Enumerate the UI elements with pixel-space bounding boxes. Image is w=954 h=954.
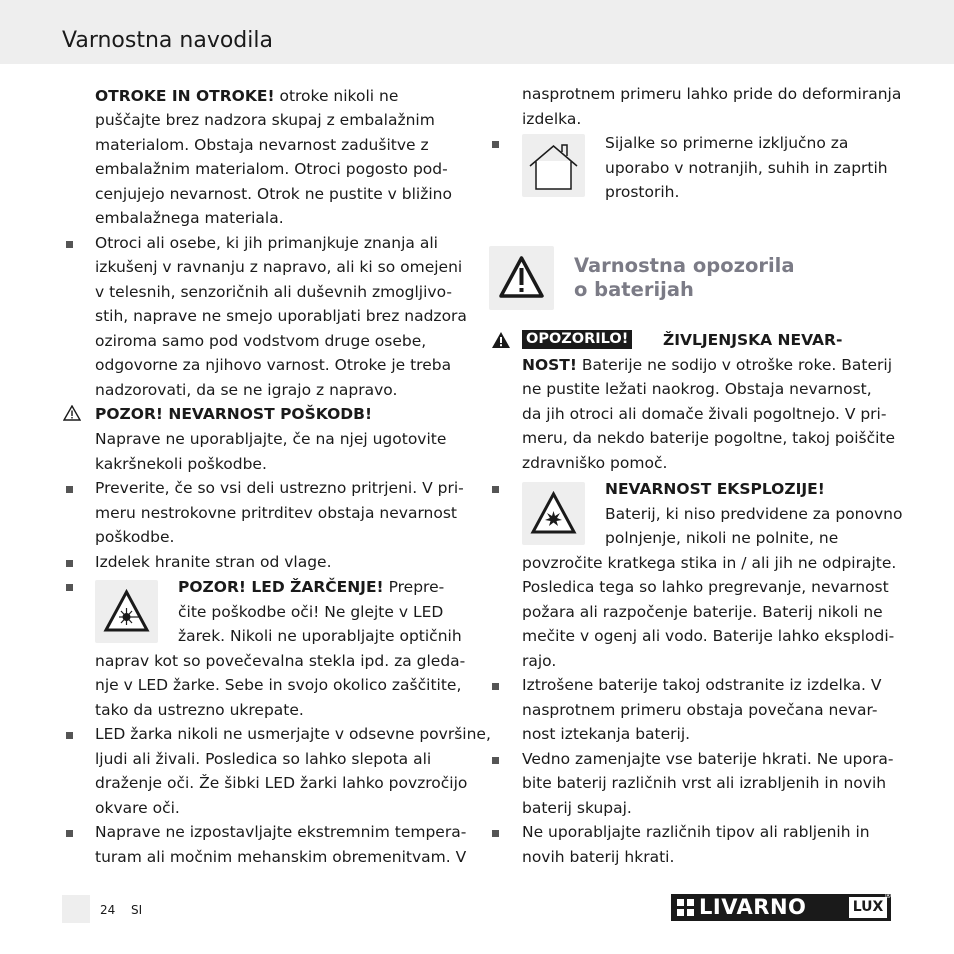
text-line: rajo.	[522, 652, 557, 670]
text-line: čite poškodbe oči! Ne glejte v LED	[178, 603, 444, 621]
text-line: okvare oči.	[95, 799, 180, 817]
text-line: baterij skupaj.	[522, 799, 632, 817]
text-line: NOST! Baterije ne sodijo v otroške roke. Baterij	[522, 356, 893, 374]
text-line: Preverite, če so vsi deli ustrezno pritrjeni. V pri-	[95, 479, 464, 497]
text-line: nost iztekanja baterij.	[522, 725, 691, 743]
text-line: materialom. Obstaja nevarnost zadušitve z	[95, 136, 429, 154]
logo-mark-icon	[677, 899, 694, 916]
text-line: nadzorovati, da se ne igrajo z napravo.	[95, 381, 398, 399]
text-line: mečite v ogenj ali vodo. Baterije lahko eksplodi-	[522, 627, 895, 645]
text-line: poškodbe.	[95, 528, 175, 546]
text-line: nje v LED žarke. Sebe in svojo okolico zaščitite,	[95, 676, 462, 694]
text-line: Naprave ne uporabljajte, če na njej ugotovite	[95, 430, 447, 448]
registered-mark: ®	[884, 891, 892, 900]
text-line: uporabo v notranjih, suhih in zaprtih	[605, 159, 888, 177]
text-line: nasprotnem primeru lahko pride do deformiranja	[522, 85, 902, 103]
indoor-icon-box	[522, 134, 585, 197]
text-line: Ne uporabljajte različnih tipov ali rabljenih in	[522, 823, 870, 841]
bullet-icon	[66, 732, 73, 739]
text-line: prostorih.	[605, 183, 680, 201]
logo-brand-text: LIVARNO	[699, 895, 807, 919]
explosion-heading: NEVARNOST EKSPLOZIJE!	[605, 480, 825, 498]
house-icon	[522, 134, 585, 197]
text-line: Naprave ne izpostavljajte ekstremnim tempera-	[95, 823, 467, 841]
text-line: Iztrošene baterije takoj odstranite iz izdelka. V	[522, 676, 882, 694]
bullet-icon	[492, 830, 499, 837]
warning-badge: OPOZORILO!	[522, 330, 632, 349]
bullet-icon	[492, 141, 499, 148]
text-line: Otroci ali osebe, ki jih primanjkuje znanja ali	[95, 234, 438, 252]
life-danger-heading: ŽIVLJENJSKA NEVAR-	[663, 331, 843, 349]
text-line: embalažnim materialom. Otroci pogosto pod-	[95, 160, 448, 178]
text-line: Baterij, ki niso predvidene za ponovno	[605, 505, 903, 523]
text-line: cenjujejo nevarnost. Otrok ne pustite v bližino	[95, 185, 452, 203]
bullet-icon	[66, 560, 73, 567]
text-line: požara ali razpočenje baterije. Baterij nikoli ne	[522, 603, 883, 621]
text-line: puščajte brez nadzora skupaj z embalažnim	[95, 111, 435, 129]
warning-triangle-icon	[491, 331, 511, 349]
text-line: polnjenje, nikoli ne polnite, ne	[605, 529, 839, 547]
text-line: novih baterij hkrati.	[522, 848, 675, 866]
explosion-icon-box	[522, 482, 585, 545]
led-warning-heading: POZOR! LED ŽARČENJE!	[178, 578, 384, 596]
text-line: meru nestrokovne pritrditev obstaja nevarnost	[95, 504, 458, 522]
text-line: žarek. Nikoli ne uporabljajte optičnih	[178, 627, 462, 645]
page-title: Varnostna navodila	[62, 28, 273, 53]
text-line: kakršnekoli poškodbe.	[95, 455, 267, 473]
bullet-icon	[66, 486, 73, 493]
text-line: bite baterij različnih vrst ali izrabljenih in novih	[522, 774, 887, 792]
text-line: izdelka.	[522, 110, 582, 128]
text-line: tako da ustrezno ukrepate.	[95, 701, 304, 719]
text-line: zdravniško pomoč.	[522, 454, 668, 472]
bullet-icon	[492, 683, 499, 690]
text-line: nasprotnem primeru obstaja povečana nevar-	[522, 701, 878, 719]
text-line: povzročite kratkega stika in / ali jih ne odpirajte.	[522, 554, 897, 572]
text-line: izkušenj v ravnanju z napravo, ali ki so omejeni	[95, 258, 463, 276]
brand-logo	[671, 891, 892, 921]
text-line: Vedno zamenjajte vse baterije hkrati. Ne upora-	[522, 750, 894, 768]
explosion-icon	[522, 482, 585, 545]
bullet-icon	[66, 241, 73, 248]
text-line: v telesnih, senzoričnih ali duševnih zmogljivo-	[95, 283, 452, 301]
footer-marker	[62, 895, 90, 923]
laser-icon-box	[95, 580, 158, 643]
logo-sub-text: LUX	[849, 897, 887, 918]
section-title: Varnostna opozorila	[574, 254, 795, 277]
text-line: embalažnega materiala.	[95, 209, 284, 227]
text-line: odgovorne za njihovo varnost. Otroke je treba	[95, 356, 452, 374]
text-line: Sijalke so primerne izključno za	[605, 134, 849, 152]
laser-warning-icon	[95, 580, 158, 643]
page-number: 24	[100, 903, 116, 917]
text-line: naprav kot so povečevalna stekla ipd. za gleda-	[95, 652, 466, 670]
warning-triangle-icon	[489, 246, 554, 310]
section-warning-box	[489, 246, 554, 310]
warning-triangle-icon	[63, 405, 81, 421]
text-line: Izdelek hranite stran od vlage.	[95, 553, 332, 571]
section-title-line2: o baterijah	[574, 278, 694, 301]
text-line: meru, da nekdo baterije pogoltne, takoj poiščite	[522, 429, 896, 447]
bold-heading: OTROKE IN OTROKE!	[95, 87, 275, 105]
text-line: LED žarka nikoli ne usmerjajte v odsevne površine,	[95, 725, 491, 743]
text-line: OTROKE IN OTROKE! otroke nikoli ne	[95, 87, 399, 105]
text-line: turam ali močnim mehanskim obremenitvam. V	[95, 848, 467, 866]
damage-warning-heading: POZOR! NEVARNOST POŠKODB!	[95, 405, 373, 423]
bullet-icon	[492, 486, 499, 493]
bullet-icon	[66, 584, 73, 591]
language-code: SI	[131, 903, 143, 917]
bullet-icon	[492, 757, 499, 764]
text-line: ljudi ali živali. Posledica so lahko slepota ali	[95, 750, 432, 768]
text-line: da jih otroci ali domače živali pogoltnejo. V pri-	[522, 405, 887, 423]
text-line: draženje oči. Že šibki LED žarki lahko povzročijo	[95, 774, 468, 792]
text-line: stih, naprave ne smejo uporabljati brez nadzora	[95, 307, 467, 325]
page-header	[0, 0, 954, 64]
text-line: Posledica tega so lahko pregrevanje, nevarnost	[522, 578, 889, 596]
text-line: oziroma samo pod vodstvom druge osebe,	[95, 332, 427, 350]
bullet-icon	[66, 830, 73, 837]
text-line: ne pustite ležati naokrog. Obstaja nevarnost,	[522, 380, 872, 398]
text-line: POZOR! LED ŽARČENJE! Prepre-	[178, 578, 445, 596]
